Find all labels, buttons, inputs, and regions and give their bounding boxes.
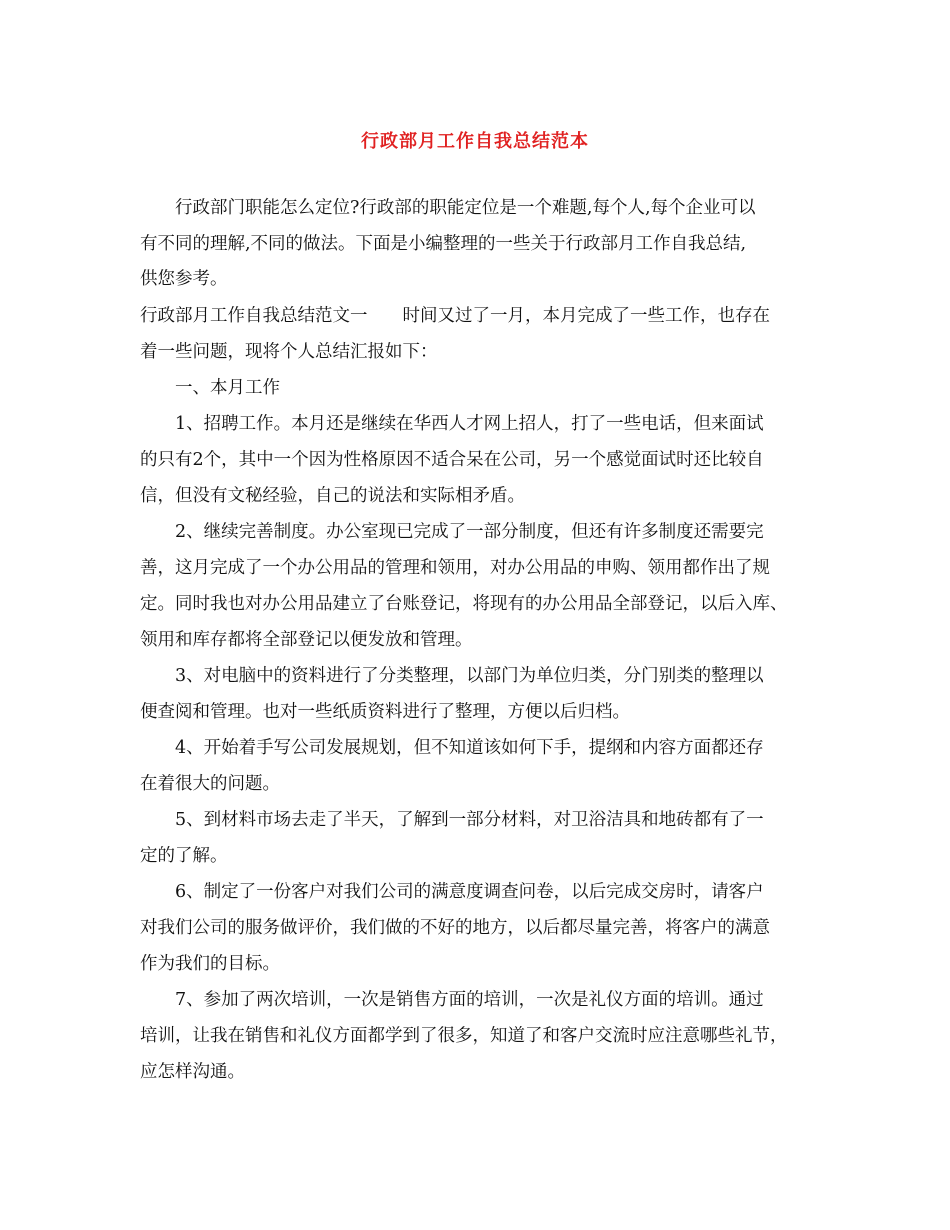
paragraph-line: 在着很大的问题。: [140, 774, 280, 794]
paragraph-line: 着一些问题，现将个人总结汇报如下：: [140, 342, 438, 362]
paragraph-line: 供您参考。: [140, 269, 228, 289]
paragraph-line: 善，这月完成了一个办公用品的管理和领用，对办公用品的申购、领用都作出了规: [140, 558, 770, 578]
paragraph-line: 对我们公司的服务做评价，我们做的不好的地方，以后都尽量完善，将客户的满意: [140, 918, 770, 938]
paragraph-line: 行政部门职能怎么定位?行政部的职能定位是一个难题,每个人,每个企业可以: [175, 198, 756, 218]
paragraph-line: 定的了解。: [140, 846, 228, 866]
paragraph-line: 信，但没有文秘经验，自己的说法和实际相矛盾。: [140, 486, 525, 506]
paragraph-line: 行政部月工作自我总结范文一 时间又过了一月，本月完成了一些工作，也存在: [140, 306, 770, 326]
paragraph-line: 5、到材料市场去走了半天，了解到一部分材料，对卫浴洁具和地砖都有了一: [175, 810, 764, 830]
paragraph-line: 1、招聘工作。本月还是继续在华西人才网上招人，打了一些电话，但来面试: [175, 414, 764, 434]
paragraph-line: 作为我们的目标。: [140, 954, 280, 974]
paragraph-line: 便查阅和管理。也对一些纸质资料进行了整理，方便以后归档。: [140, 702, 630, 722]
paragraph-line: 培训，让我在销售和礼仪方面都学到了很多，知道了和客户交流时应注意哪些礼节，: [140, 1026, 788, 1046]
paragraph-line: 3、对电脑中的资料进行了分类整理，以部门为单位归类，分门别类的整理以: [175, 666, 764, 686]
paragraph-line: 应怎样沟通。: [140, 1062, 245, 1082]
section-heading: 一、本月工作: [175, 378, 280, 398]
document-title: 行政部月工作自我总结范本: [361, 131, 589, 152]
paragraph-line: 的只有2个，其中一个因为性格原因不适合呆在公司，另一个感觉面试时还比较自: [140, 450, 764, 470]
paragraph-line: 有不同的理解,不同的做法。下面是小编整理的一些关于行政部月工作自我总结,: [140, 234, 747, 254]
paragraph-line: 6、制定了一份客户对我们公司的满意度调查问卷，以后完成交房时，请客户: [175, 882, 764, 902]
paragraph-line: 4、开始着手写公司发展规划，但不知道该如何下手，提纲和内容方面都还存: [175, 738, 764, 758]
paragraph-line: 定。同时我也对办公用品建立了台账登记，将现有的办公用品全部登记，以后入库、: [140, 594, 788, 614]
paragraph-line: 7、参加了两次培训，一次是销售方面的培训，一次是礼仪方面的培训。通过: [175, 990, 764, 1010]
paragraph-line: 领用和库存都将全部登记以便发放和管理。: [140, 630, 473, 650]
paragraph-line: 2、继续完善制度。办公室现已完成了一部分制度，但还有许多制度还需要完: [175, 522, 764, 542]
